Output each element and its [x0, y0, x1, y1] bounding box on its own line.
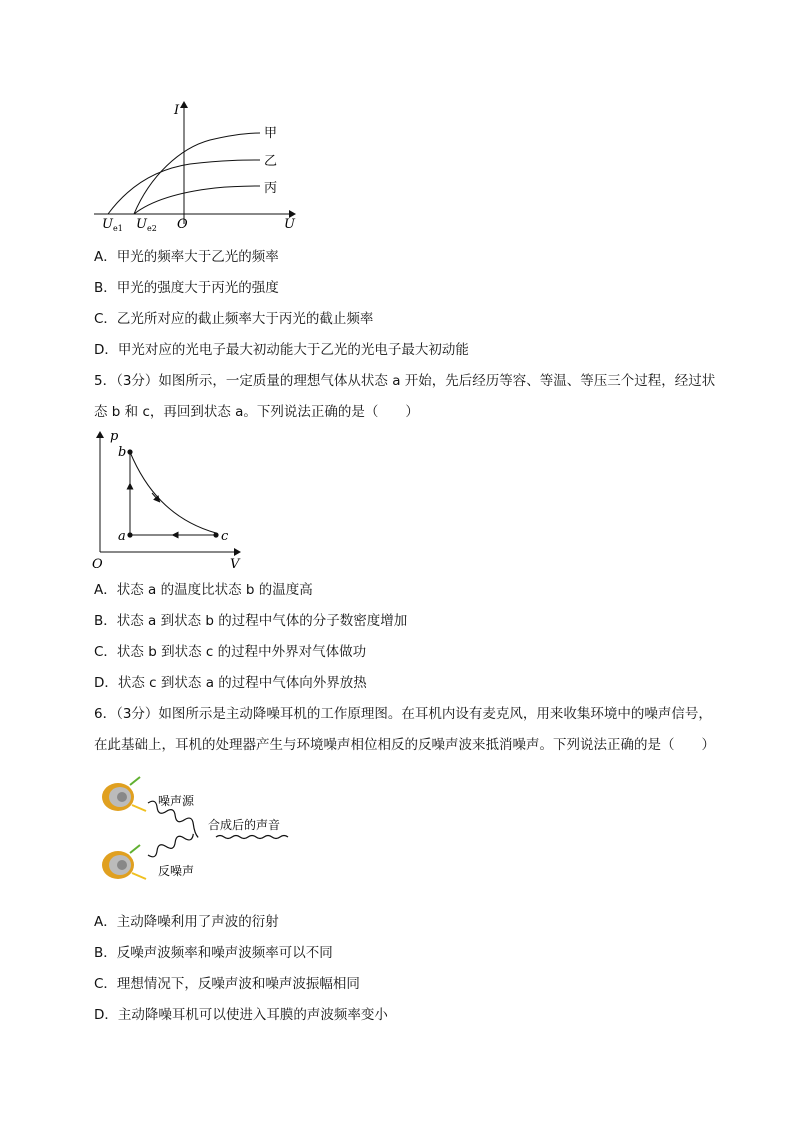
point-c [213, 532, 218, 537]
noise-cancel-diagram [96, 765, 296, 895]
origin-label: O [177, 217, 188, 232]
q4-option-a: A．甲光的频率大于乙光的频率 [94, 249, 279, 265]
photoelectric-iu-graph [90, 96, 320, 236]
curve-jia [134, 133, 260, 214]
label-b: b [118, 445, 127, 460]
q4-option-c: C．乙光所对应的截止频率大于丙光的截止频率 [94, 311, 374, 327]
q5-option-d: D．状态 c 到状态 a 的过程中气体向外界放热 [94, 675, 367, 691]
q6-stem-line2: 在此基础上，耳机的处理器产生与环境噪声相位相反的反噪声波来抵消噪声。下列说法正确的是（ ） [94, 737, 715, 753]
u-axis-label: U [284, 217, 295, 232]
q6-option-b: B．反噪声波频率和噪声波频率可以不同 [94, 945, 333, 961]
q5-stem-line2: 态 b 和 c，再回到状态 a。下列说法正确的是（ ） [94, 404, 419, 420]
point-a [127, 532, 132, 537]
label-a: a [118, 529, 126, 544]
p-axis-label: p [110, 429, 119, 444]
label-jia: 甲 [264, 126, 278, 141]
process-bc [130, 452, 216, 533]
ue1-label: $U_{e1}$ [102, 217, 123, 233]
speaker-icon [102, 845, 146, 879]
q5-stem-line1: 5．（3分）如图所示，一定质量的理想气体从状态 a 开始，先后经历等容、等温、等压三个过程，经过状 [94, 373, 716, 389]
noise-source-label: 噪声源 [158, 794, 195, 808]
label-yi: 乙 [264, 154, 278, 169]
pv-diagram [90, 428, 250, 572]
q4-option-b: B．甲光的强度大于丙光的强度 [94, 280, 279, 296]
pv-origin-label: O [92, 557, 103, 572]
combined-label: 合成后的声音 [208, 818, 281, 832]
anti-noise-wave [146, 830, 195, 858]
q6-option-d: D．主动降噪耳机可以使进入耳膜的声波频率变小 [94, 1007, 388, 1023]
label-bing: 丙 [264, 181, 278, 196]
combined-wave [216, 836, 288, 839]
i-axis-label: I [174, 103, 180, 118]
anti-noise-label: 反噪声 [158, 864, 195, 878]
q5-option-c: C．状态 b 到状态 c 的过程中外界对气体做功 [94, 644, 367, 660]
label-c: c [221, 529, 229, 544]
curve-bing [134, 186, 260, 214]
speaker-icon [102, 777, 146, 811]
point-b [127, 449, 132, 454]
ue2-label: $U_{e2}$ [136, 217, 157, 233]
q6-stem-line1: 6．（3分）如图所示是主动降噪耳机的工作原理图。在耳机内设有麦克风，用来收集环境中的噪声信号， [94, 706, 712, 722]
q5-option-a: A．状态 a 的温度比状态 b 的温度高 [94, 582, 313, 598]
q4-option-d: D．甲光对应的光电子最大初动能大于乙光的光电子最大初动能 [94, 342, 469, 358]
q6-option-c: C．理想情况下，反噪声波和噪声波振幅相同 [94, 976, 360, 992]
q6-option-a: A．主动降噪利用了声波的衍射 [94, 914, 279, 930]
q5-option-b: B．状态 a 到状态 b 的过程中气体的分子数密度增加 [94, 613, 408, 629]
v-axis-label: V [230, 557, 240, 572]
